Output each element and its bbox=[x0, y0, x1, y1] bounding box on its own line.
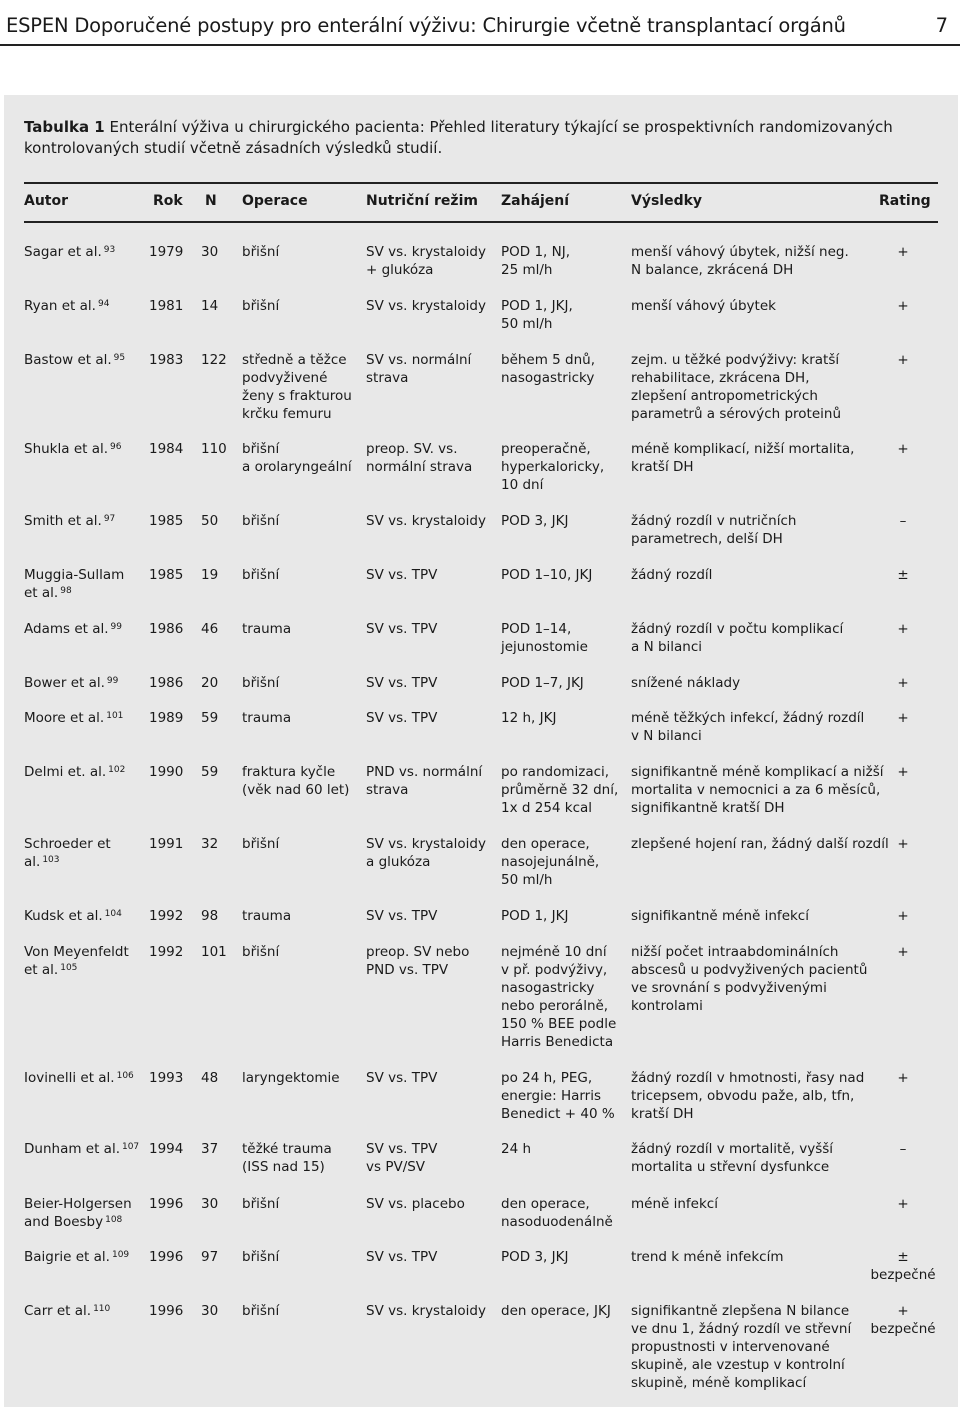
cell-author: Kudsk et al. $^{104}$ bbox=[24, 908, 122, 924]
cell-rating: + bezpečné bbox=[870, 1303, 936, 1337]
cell-year: 1990 bbox=[149, 764, 184, 780]
reference-number: 94 bbox=[97, 299, 110, 309]
cell-author: Delmi et. al. $^{102}$ bbox=[24, 764, 126, 780]
reference-number: 109 bbox=[111, 1250, 130, 1260]
cell-nutrition-regime: SV vs. TPV bbox=[366, 710, 438, 726]
cell-year: 1985 bbox=[149, 513, 184, 529]
cell-year: 1996 bbox=[149, 1249, 184, 1265]
cell-nutrition-regime: SV vs. TPV bbox=[366, 1070, 438, 1086]
reference-number: 99 bbox=[110, 622, 122, 632]
cell-results: menší váhový úbytek bbox=[631, 298, 776, 314]
column-header-rok: Rok bbox=[153, 193, 183, 209]
cell-n: 48 bbox=[201, 1070, 219, 1086]
cell-operation: břišní bbox=[242, 567, 280, 583]
column-header-rating: Rating bbox=[879, 193, 931, 209]
page-header bbox=[0, 0, 960, 46]
cell-year: 1983 bbox=[149, 352, 184, 368]
cell-n: 32 bbox=[201, 836, 219, 852]
cell-results: signifikantně méně infekcí bbox=[631, 908, 809, 924]
cell-results: méně komplikací, nižší mortalita, kratší DH bbox=[631, 441, 855, 475]
cell-author: Bower et al. $^{99}$ bbox=[24, 675, 119, 691]
reference-number: 102 bbox=[108, 765, 126, 775]
cell-n: 97 bbox=[201, 1249, 219, 1265]
cell-results: snížené náklady bbox=[631, 675, 741, 691]
cell-rating: + bbox=[897, 1070, 909, 1086]
cell-author: Beier-Holgersen and Boesby $^{108}$ bbox=[24, 1196, 132, 1230]
cell-n: 50 bbox=[201, 513, 219, 529]
cell-n: 110 bbox=[201, 441, 227, 457]
cell-operation: břišní bbox=[242, 1249, 280, 1265]
cell-rating: + bbox=[897, 675, 909, 691]
cell-rating: + bbox=[897, 836, 909, 852]
cell-operation: břišní bbox=[242, 1303, 280, 1319]
cell-rating: + bbox=[897, 298, 909, 314]
cell-author: Schroeder et al. $^{103}$ bbox=[24, 836, 111, 870]
cell-nutrition-regime: SV vs. TPV bbox=[366, 567, 438, 583]
cell-start: den operace, nasojejunálně, 50 ml/h bbox=[501, 836, 600, 888]
cell-rating: ± bbox=[897, 567, 909, 583]
cell-nutrition-regime: SV vs. krystaloidy + glukóza bbox=[366, 244, 486, 278]
cell-operation: břišní bbox=[242, 298, 280, 314]
cell-operation: břišní bbox=[242, 836, 280, 852]
cell-operation: břišní bbox=[242, 513, 280, 529]
cell-nutrition-regime: SV vs. TPV bbox=[366, 908, 438, 924]
cell-start: 24 h bbox=[501, 1141, 532, 1157]
cell-nutrition-regime: preop. SV nebo PND vs. TPV bbox=[366, 944, 470, 978]
cell-rating: – bbox=[899, 513, 907, 529]
cell-start: nejméně 10 dní v př. podvýživy, nasogastricky nebo perorálně, 150 % BEE podle Harris Benedicta bbox=[501, 944, 617, 1050]
reference-number: 110 bbox=[93, 1304, 111, 1314]
cell-results: zlepšené hojení ran, žádný další rozdíl bbox=[631, 836, 889, 852]
cell-n: 59 bbox=[201, 764, 219, 780]
cell-author: Von Meyenfeldt et al. $^{105}$ bbox=[24, 944, 129, 978]
cell-nutrition-regime: SV vs. TPV vs PV/SV bbox=[366, 1141, 438, 1175]
cell-nutrition-regime: SV vs. krystaloidy bbox=[366, 298, 486, 314]
cell-rating: + bbox=[897, 908, 909, 924]
cell-operation: trauma bbox=[242, 908, 292, 924]
cell-rating: + bbox=[897, 764, 909, 780]
cell-rating: + bbox=[897, 1196, 909, 1212]
reference-number: 99 bbox=[106, 676, 119, 686]
cell-start: POD 1, JKJ, 50 ml/h bbox=[501, 298, 573, 332]
cell-start: POD 1, JKJ bbox=[501, 908, 569, 924]
cell-results: žádný rozdíl v počtu komplikací a N bilanci bbox=[631, 621, 844, 655]
cell-results: signifikantně zlepšena N bilance ve dnu 1, žádný rozdíl ve střevní propustnosti v intervenované skupině, ale vzestup v kontrolní skupině, méně komplikací bbox=[631, 1303, 852, 1391]
cell-results: žádný rozdíl bbox=[631, 567, 713, 583]
cell-n: 46 bbox=[201, 621, 219, 637]
cell-rating: ± bezpečné bbox=[870, 1249, 936, 1283]
cell-author: Dunham et al. $^{107}$ bbox=[24, 1141, 140, 1157]
reference-number: 105 bbox=[60, 963, 78, 973]
cell-results: menší váhový úbytek, nižší neg. N balance, zkrácená DH bbox=[631, 244, 849, 278]
cell-year: 1991 bbox=[149, 836, 184, 852]
cell-operation: trauma bbox=[242, 621, 292, 637]
cell-results: trend k méně infekcím bbox=[631, 1249, 784, 1265]
reference-number: 101 bbox=[106, 711, 124, 721]
cell-year: 1984 bbox=[149, 441, 184, 457]
cell-nutrition-regime: PND vs. normální strava bbox=[366, 764, 483, 798]
table-header-rule bbox=[24, 221, 938, 223]
cell-start: 12 h, JKJ bbox=[501, 710, 557, 726]
cell-n: 101 bbox=[201, 944, 227, 960]
cell-nutrition-regime: SV vs. krystaloidy bbox=[366, 513, 486, 529]
cell-author: Baigrie et al. $^{109}$ bbox=[24, 1249, 130, 1265]
reference-number: 107 bbox=[121, 1142, 140, 1152]
cell-nutrition-regime: SV vs. placebo bbox=[366, 1196, 465, 1212]
cell-rating: + bbox=[897, 244, 909, 260]
reference-number: 98 bbox=[60, 586, 72, 596]
cell-rating: + bbox=[897, 710, 909, 726]
cell-start: POD 3, JKJ bbox=[501, 513, 569, 529]
cell-results: zejm. u těžké podvýživy: kratší rehabilitace, zkrácena DH, zlepšení antropometrických parametrů a sérových proteinů bbox=[631, 352, 842, 422]
cell-start: po 24 h, PEG, energie: Harris Benedict + 40 % bbox=[501, 1070, 615, 1122]
table-caption bbox=[24, 117, 936, 159]
cell-year: 1992 bbox=[149, 944, 184, 960]
cell-author: Iovinelli et al. $^{106}$ bbox=[24, 1070, 134, 1086]
cell-nutrition-regime: SV vs. normální strava bbox=[366, 352, 472, 386]
cell-n: 98 bbox=[201, 908, 219, 924]
column-header-n: N bbox=[205, 193, 217, 209]
column-header-autor: Autor bbox=[24, 193, 69, 209]
cell-nutrition-regime: SV vs. krystaloidy a glukóza bbox=[366, 836, 486, 870]
cell-author: Ryan et al. $^{94}$ bbox=[24, 298, 110, 314]
cell-n: 19 bbox=[201, 567, 219, 583]
reference-number: 97 bbox=[103, 514, 116, 524]
cell-author: Carr et al. $^{110}$ bbox=[24, 1303, 111, 1319]
cell-operation: těžké trauma (ISS nad 15) bbox=[242, 1141, 332, 1175]
cell-author: Moore et al. $^{101}$ bbox=[24, 710, 124, 726]
cell-nutrition-regime: SV vs. krystaloidy bbox=[366, 1303, 486, 1319]
cell-n: 59 bbox=[201, 710, 219, 726]
cell-operation: středně a těžce podvyživené ženy s frakturou krčku femuru bbox=[242, 352, 352, 422]
cell-n: 20 bbox=[201, 675, 219, 691]
cell-author: Smith et al. $^{97}$ bbox=[24, 513, 116, 529]
column-header-vysledky: Výsledky bbox=[631, 193, 703, 209]
cell-results: méně těžkých infekcí, žádný rozdíl v N bilanci bbox=[631, 710, 865, 744]
reference-number: 106 bbox=[116, 1071, 134, 1081]
cell-year: 1986 bbox=[149, 621, 184, 637]
cell-rating: + bbox=[897, 944, 909, 960]
cell-nutrition-regime: SV vs. TPV bbox=[366, 675, 438, 691]
page-number: 7 bbox=[935, 14, 948, 37]
column-header-operace: Operace bbox=[242, 193, 308, 209]
cell-rating: – bbox=[899, 1141, 907, 1157]
reference-number: 95 bbox=[113, 353, 126, 363]
cell-year: 1993 bbox=[149, 1070, 184, 1086]
cell-year: 1989 bbox=[149, 710, 184, 726]
cell-operation: fraktura kyčle (věk nad 60 let) bbox=[242, 764, 350, 798]
cell-year: 1996 bbox=[149, 1303, 184, 1319]
cell-author: Shukla et al. $^{96}$ bbox=[24, 441, 122, 457]
cell-author: Bastow et al. $^{95}$ bbox=[24, 352, 126, 368]
cell-start: den operace, JKJ bbox=[501, 1303, 611, 1319]
reference-number: 96 bbox=[110, 442, 122, 452]
cell-start: po randomizaci, průměrně 32 dní, 1x d 254 kcal bbox=[501, 764, 619, 816]
cell-operation: břišní bbox=[242, 244, 280, 260]
cell-n: 30 bbox=[201, 1303, 219, 1319]
reference-number: 104 bbox=[104, 909, 122, 919]
cell-n: 122 bbox=[201, 352, 227, 368]
cell-results: signifikantně méně komplikací a nižší mortalita v nemocnici a za 6 měsíců, signifikantně kratší DH bbox=[631, 764, 884, 816]
cell-start: POD 1–7, JKJ bbox=[501, 675, 584, 691]
cell-start: den operace, nasoduodenálně bbox=[501, 1196, 613, 1230]
cell-results: žádný rozdíl v mortalitě, vyšší mortalita u střevní dysfunkce bbox=[631, 1141, 834, 1175]
cell-year: 1979 bbox=[149, 244, 184, 260]
cell-author: Muggia-Sullam et al. $^{98}$ bbox=[24, 567, 125, 601]
reference-number: 103 bbox=[42, 855, 60, 865]
cell-results: žádný rozdíl v hmotnosti, řasy nad tricepsem, obvodu paže, alb, tfn, kratší DH bbox=[631, 1070, 865, 1122]
cell-year: 1992 bbox=[149, 908, 184, 924]
cell-rating: + bbox=[897, 352, 909, 368]
cell-operation: břišní bbox=[242, 944, 280, 960]
cell-nutrition-regime: SV vs. TPV bbox=[366, 1249, 438, 1265]
table-caption-label: Tabulka 1 bbox=[24, 118, 105, 136]
cell-nutrition-regime: SV vs. TPV bbox=[366, 621, 438, 637]
cell-rating: + bbox=[897, 441, 909, 457]
cell-operation: laryngektomie bbox=[242, 1070, 340, 1086]
cell-start: během 5 dnů, nasogastricky bbox=[501, 352, 596, 386]
cell-nutrition-regime: preop. SV. vs. normální strava bbox=[366, 441, 473, 475]
cell-operation: břišní a orolaryngeální bbox=[242, 441, 352, 475]
cell-start: POD 3, JKJ bbox=[501, 1249, 569, 1265]
cell-n: 14 bbox=[201, 298, 219, 314]
cell-start: preoperačně, hyperkaloricky, 10 dní bbox=[501, 441, 605, 493]
cell-rating: + bbox=[897, 621, 909, 637]
cell-n: 37 bbox=[201, 1141, 219, 1157]
cell-n: 30 bbox=[201, 244, 219, 260]
cell-year: 1994 bbox=[149, 1141, 184, 1157]
cell-operation: břišní bbox=[242, 1196, 280, 1212]
cell-start: POD 1–10, JKJ bbox=[501, 567, 593, 583]
cell-results: nižší počet intraabdominálních abscesů u podvyživených pacientů ve srovnání s podvyživenými kontrolami bbox=[631, 944, 868, 1014]
cell-year: 1981 bbox=[149, 298, 184, 314]
cell-results: žádný rozdíl v nutričních parametrech, delší DH bbox=[631, 513, 797, 547]
cell-author: Sagar et al. $^{93}$ bbox=[24, 244, 116, 260]
reference-number: 93 bbox=[103, 245, 116, 255]
column-header-nutricni-rezim: Nutriční režim bbox=[366, 193, 478, 209]
cell-author: Adams et al. $^{99}$ bbox=[24, 621, 122, 637]
cell-year: 1986 bbox=[149, 675, 184, 691]
cell-operation: trauma bbox=[242, 710, 292, 726]
cell-results: méně infekcí bbox=[631, 1196, 718, 1212]
cell-operation: břišní bbox=[242, 675, 280, 691]
cell-year: 1996 bbox=[149, 1196, 184, 1212]
cell-n: 30 bbox=[201, 1196, 219, 1212]
table-top-rule bbox=[24, 182, 938, 184]
table-caption-text: Enterální výživa u chirurgického pacienta: Přehled literatury týkající se prospektivních randomizovaných kontrolovaných studií včetně zásadních výsledků studií. bbox=[24, 118, 893, 157]
running-title: ESPEN Doporučené postupy pro enterální výživu: Chirurgie včetně transplantací orgánů bbox=[6, 14, 846, 37]
reference-number: 108 bbox=[105, 1215, 123, 1225]
cell-start: POD 1–14, jejunostomie bbox=[501, 621, 588, 655]
column-header-zahajeni: Zahájení bbox=[501, 193, 570, 209]
cell-year: 1985 bbox=[149, 567, 184, 583]
cell-start: POD 1, NJ, 25 ml/h bbox=[501, 244, 570, 278]
